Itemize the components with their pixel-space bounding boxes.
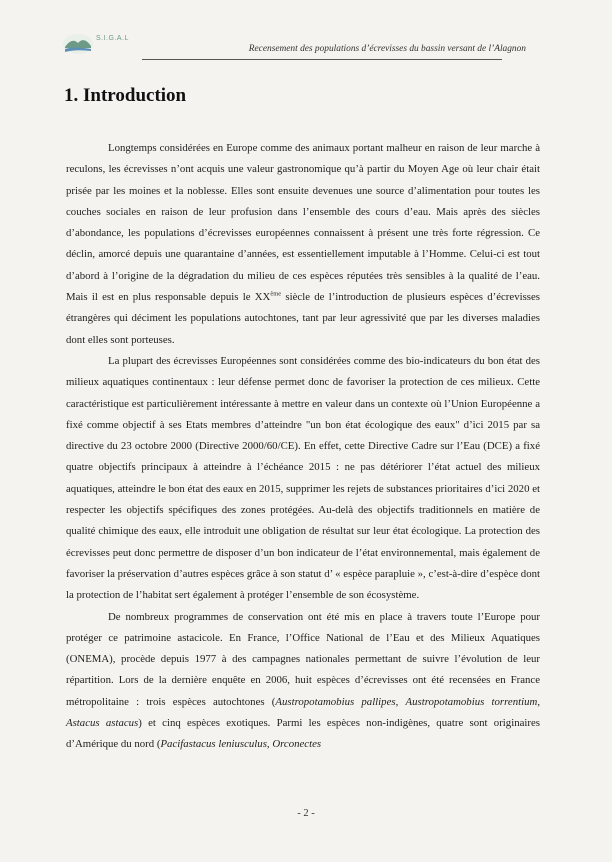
section-title: 1. Introduction <box>64 85 187 106</box>
species-name: Orconectes <box>272 738 322 751</box>
running-header-title: Recensement des populations d’écrevisses du bassin versant de l’Alagnon <box>248 44 526 54</box>
species-name: Pacifastacus leniusculus <box>160 738 267 751</box>
logo-text: S.I.G.A.L <box>96 35 129 42</box>
page-header <box>50 26 570 62</box>
paragraph-2: La plupart des écrevisses Européennes sont considérées comme des bio-indicateurs du bon état des milieux aquatiques continentaux : leur défense permet donc de favoriser la protection de ces milieux. Cette caractéristique est particulièrement intéressante à mettre en valeur dans un contexte où l’Union Européenne a fixé comme objectif à ses Etats membres d’atteindre "un bon état écologique des eaux" d’ici 2015 par sa directive du 23 octobre 2000 (Directive 2000/60/CE). En effet, cette Directive Cadre sur l’Eau (DCE) a fixé quatre objectifs principaux à atteindre à l’échéance 2015 : ne pas détériorer l’état actuel des milieux aquatiques, atteindre le bon état des eaux en 2015, supprimer les rejets de substances prioritaires d’ici 2020 et respecter les objectifs spécifiques des zones protégées. Au-delà des objectifs traditionnels en matière de qualité chimique des eaux, elle introduit une obligation de résultat sur leur état écologique. La protection des écrevisses peut donc permettre de disposer d’un bon indicateur de l’état environnemental, mais également de favoriser la préservation d’autres espèces grâce à son statut d’ « espèce parapluie », c’est-à-dire d’espèce dont la protection de l’habitat sert également à protéger l’ensemble de son écosystème. <box>66 354 540 602</box>
species-name: Austropotamobius torrentium <box>405 695 538 708</box>
paragraph-1: Longtemps considérées en Europe comme des animaux portant malheur en raison de leur marche à reculons, les écrevisses n’ont acquis une valeur gastronomique qu’à partir du Moyen Age où leur chair était prisée par les moines et la noblesse. Elles sont ensuite devenues une source d’alimentation pour toutes les couches sociales en raison de leur profusion dans l’ensemble des cours d’eau. Mais après des siècles d’abondance, les populations d’écrevisses européennes connaissent à présent une très forte régression. Ce déclin, amorcé depuis une quarantaine d’années, est essentiellement imputable à l’Homme. Celui-ci est tout d’abord à l’origine de la dégradation du milieu de ces espèces réputées très sensibles à la qualité de l’eau. Mais il est en plus responsable depuis le XXème siècle de l’introduction de plusieurs espèces d’écrevisses étrangères qui déciment les populations autochtones, tant par leur agressivité que par les diverses maladies dont elles sont porteuses. <box>66 142 540 346</box>
body-text <box>66 138 540 756</box>
species-name: Astacus astacus <box>66 717 139 730</box>
superscript-eme: ème <box>270 290 282 298</box>
header-rule <box>142 59 502 60</box>
species-name: Austropotamobius pallipes <box>275 695 396 708</box>
page-number: - 2 - <box>297 808 315 819</box>
paragraph-3: De nombreux programmes de conservation ont été mis en place à travers toute l’Europe pour protéger ce patrimoine astacicole. En France, l’Office National de l’Eau et des Milieux Aquatiques (ONEMA), procède depuis 1977 à des campagnes nationales permettant de suivre l’évolution de leur répartition. Lors de la dernière enquête en 2006, huit espèces d’écrevisses ont été recensées en France métropolitaine : trois espèces autochtones (Austropotamobius pallipes, Austropotamobius torrentium, Astacus astacus) et cinq espèces exotiques. Parmi les espèces non-indigènes, quatre sont originaires d’Amérique du nord (Pacifastacus leniusculus, Orconectes <box>66 610 541 751</box>
sigal-logo-icon <box>62 32 94 56</box>
